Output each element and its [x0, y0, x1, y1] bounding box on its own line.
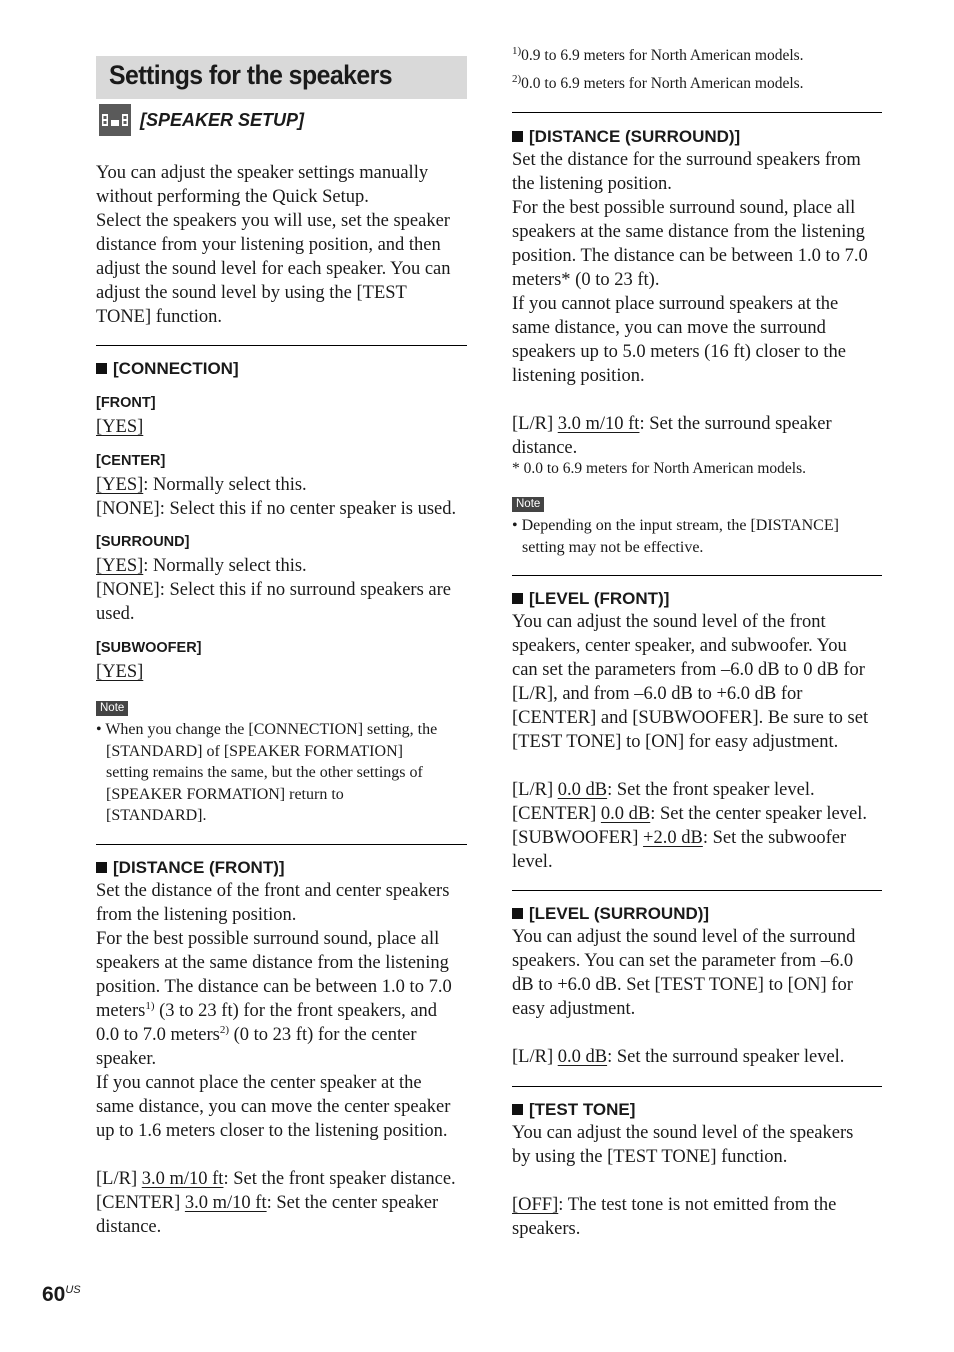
level-front-body: You can adjust the sound level of the front speakers, center speaker, and subwoofer. You can set the parameters from –6.0 dB to 0 dB for [L/R], and from –6.0 dB to +6.0 dB for [CENTER] and [SUBWOOFER]. Be sure to set [TEST TONE] to [ON] for easy adjustment. [L/R] 0.0 dB: Set the front speaker level. [CENTER] 0.0 dB: Set the center speaker level. [SUBWOOFER] +2.0 dB: Set the subwoofer level. — [512, 612, 869, 872]
divider — [96, 345, 467, 346]
center-label: [CENTER] — [96, 453, 166, 469]
divider — [512, 890, 882, 891]
subwoofer-label: [SUBWOOFER] — [96, 640, 202, 656]
distance-surround-note: • Depending on the input stream, the [DISTANCE] setting may not be effective. — [512, 517, 839, 556]
subwoofer-option: [YES] — [96, 662, 144, 682]
connection-note: • When you change the [CONNECTION] setting, the [STANDARD] of [SPEAKER FORMATION] setting remains the same, but the other settings of [SPEAKER FORMATION] return to [STANDARD]. — [96, 721, 438, 824]
bullet-square-icon — [512, 1104, 523, 1115]
divider — [512, 112, 882, 113]
bullet-square-icon — [512, 593, 523, 604]
note-badge: Note — [512, 497, 544, 512]
test-tone-body: You can adjust the sound level of the speakers by using the [TEST TONE] function. [OFF]: The test tone is not emitted from the speakers. — [512, 1123, 854, 1239]
divider — [512, 575, 882, 576]
divider — [512, 1086, 882, 1087]
surround-options: [YES]: Normally select this. [NONE]: Select this if no surround speakers are used. — [96, 556, 451, 624]
note-badge: Note — [96, 701, 128, 716]
level-front-heading: [LEVEL (FRONT)] — [512, 589, 669, 609]
asterisk-footnote: * 0.0 to 6.9 meters for North American models. — [512, 460, 807, 477]
front-option: [YES] — [96, 417, 144, 437]
front-label: [FRONT] — [96, 395, 156, 411]
subtitle-row — [99, 104, 304, 136]
speaker-setup-icon — [99, 104, 131, 136]
distance-surround-body: Set the distance for the surround speakers from the listening position. For the best possible surround sound, place all speakers at the same distance from the listening position. The distance can be between 1.0 to 7.0 meters* (0 to 23 ft). If you cannot place surround speakers at the same distance, you can move the surround speakers up to 5.0 meters (16 ft) closer to the listening position. [L/R] 3.0 m/10 ft: Set the surround speaker distance. — [512, 150, 868, 458]
level-surround-body: You can adjust the sound level of the surround speakers. You can set the parameter from –6.0 dB to +6.0 dB. Set [TEST TONE] to [ON] for easy adjustment. [L/R] 0.0 dB: Set the surround speaker level. — [512, 927, 856, 1067]
test-tone-heading: [TEST TONE] — [512, 1100, 635, 1120]
intro-paragraph: You can adjust the speaker settings manually without performing the Quick Setup. Select the speakers you will use, set the speaker distance from your listening position, and then adjust the sound level for each speaker. You can adjust the sound level by using the [TEST TONE] function. — [96, 163, 451, 327]
surround-label: [SURROUND] — [96, 534, 190, 550]
section-subtitle: [SPEAKER SETUP] — [140, 109, 305, 130]
distance-surround-heading: [DISTANCE (SURROUND)] — [512, 127, 740, 147]
page-title: Settings for the speakers — [109, 60, 393, 90]
distance-front-heading: [DISTANCE (FRONT)] — [96, 858, 285, 878]
page-number: $60^{US}$ — [42, 1283, 81, 1306]
section-title-bar — [96, 56, 467, 99]
connection-heading: [CONNECTION] — [96, 359, 239, 379]
bullet-square-icon — [96, 862, 107, 873]
distance-front-body: Set the distance of the front and center speakers from the listening position. For the best possible surround sound, place all speakers at the same distance from the listening position. The distance can be between 1.0 to 7.0 meters$^{1)}$ (3 to 23 ft) for the front speakers, and 0.0 to 7.0 meters$^{2)}$ (0 to 23 ft) for the center speaker. If you cannot place the center speaker at the same distance, you can move the center speaker up to 1.6 meters closer to the listening position. [L/R] 3.0 m/10 ft: Set the front speaker distance. [CENTER] 3.0 m/10 ft: Set the center speaker distance. — [96, 881, 456, 1237]
level-surround-heading: [LEVEL (SURROUND)] — [512, 904, 709, 924]
bullet-square-icon — [96, 363, 107, 374]
bullet-square-icon — [512, 131, 523, 142]
bullet-square-icon — [512, 908, 523, 919]
divider — [96, 844, 467, 845]
center-options: [YES]: Normally select this. [NONE]: Select this if no center speaker is used. — [96, 475, 457, 519]
footnotes: $^{1)}$0.9 to 6.9 meters for North American models. $^{2)}$0.0 to 6.9 meters for North American models. — [512, 44, 804, 92]
